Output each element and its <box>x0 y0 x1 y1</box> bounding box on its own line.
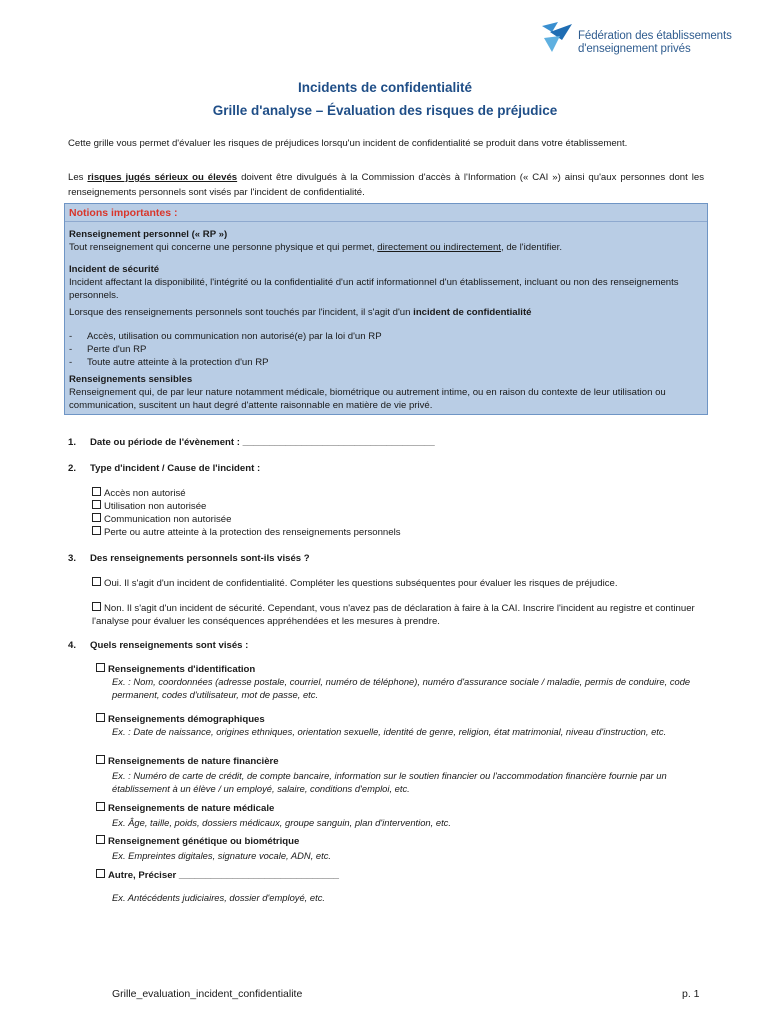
answer-non[interactable]: Non. Il s'agit d'un incident de sécurité. Cependant, vous n'avez pas de déclaration à faire à la CAI. Inscrire l'incident au registre et continuer l'analyse pour évaluer les conséquences appréhendées et les mesures à prendre. <box>92 603 695 627</box>
sensibles-definition: Renseignement qui, de par leur nature notamment médicale, biométrique ou autrement intime, ou en raison du contexte de leur utilisation ou communication, suscitent un haut degré d'attente raisonnable en matière de vie privé. <box>69 387 666 411</box>
notions-heading: Notions importantes : <box>69 207 178 219</box>
federation-logo <box>538 18 748 58</box>
incident-title: Incident de sécurité <box>69 264 160 275</box>
bullet-item: - Perte d'un RP <box>69 344 147 355</box>
intro-paragraph-1: Cette grille vous permet d'évaluer les risques de préjudices lorsqu'un incident de confidentialité se produit dans votre établissement. <box>68 138 628 149</box>
category-genetique[interactable]: Renseignement génétique ou biométrique <box>96 835 299 847</box>
option-utilisation-non-autorisee[interactable]: Utilisation non autorisée <box>92 500 206 513</box>
checkbox-icon[interactable] <box>92 526 101 535</box>
box-divider <box>65 221 707 222</box>
page-number: p. 1 <box>682 988 700 1000</box>
category-example: Ex. Âge, taille, poids, dossiers médicaux, groupe sanguin, plan d'intervention, etc. <box>112 817 451 828</box>
option-communication-non-autorisee[interactable]: Communication non autorisée <box>92 513 231 526</box>
category-autre[interactable]: Autre, Préciser ______________________________ <box>96 869 339 881</box>
document-title: Incidents de confidentialité <box>297 80 473 95</box>
rp-title: Renseignement personnel (« RP ») <box>69 229 228 240</box>
checkbox-icon[interactable] <box>92 487 101 496</box>
checkbox-icon[interactable] <box>96 869 105 878</box>
federation-logo-icon <box>538 18 576 56</box>
incident-definition: Incident affectant la disponibilité, l'intégrité ou la confidentialité d'un actif informationnel d'un établissement, incluant ou non des renseignements personnels. <box>69 277 679 301</box>
category-example: Ex. Antécédents judiciaires, dossier d'employé, etc. <box>112 892 326 903</box>
category-example: Ex. : Date de naissance, origines ethniques, orientation sexuelle, identité de genre, religion, état matrimonial, niveau d'instruction, etc. <box>112 726 667 737</box>
footer-filename: Grille_evaluation_incident_confidentialite <box>112 988 303 1000</box>
question-1: 1. Date ou période de l'évènement : ____________________________________ <box>68 437 435 448</box>
intro-paragraph-2: Les risques jugés sérieux ou élevés doivent être divulgués à la Commission d'accès à l'Information (« CAI ») ainsi qu'aux personnes dont les renseignements personnels sont visés par l'incident de confidentialité. <box>68 172 705 198</box>
category-identification[interactable]: Renseignements d'identification <box>96 663 255 675</box>
bullet-item: - Toute autre atteinte à la protection d'un RP <box>69 357 269 368</box>
category-example: Ex. : Numéro de carte de crédit, de compte bancaire, information sur le soutien financier ou l'accommodation financière fournie par un établissement à un élève / un employé, salaire, conditions d'emploi, etc. <box>112 770 667 794</box>
checkbox-icon[interactable] <box>92 577 101 586</box>
question-3: 3. Des renseignements personnels sont-ils visés ? <box>68 553 310 564</box>
checkbox-icon[interactable] <box>96 802 105 811</box>
checkbox-icon[interactable] <box>92 513 101 522</box>
checkbox-icon[interactable] <box>96 755 105 764</box>
checkbox-icon[interactable] <box>96 713 105 722</box>
logo-line-1: Fédération des établissements <box>578 30 732 42</box>
checkbox-icon[interactable] <box>96 835 105 844</box>
logo-line-2: d'enseignement privés <box>578 43 691 55</box>
incident-note: Lorsque des renseignements personnels sont touchés par l'incident, il s'agit d'un incident de confidentialité <box>69 307 532 318</box>
question-2: 2. Type d'incident / Cause de l'incident : <box>68 463 261 474</box>
category-example: Ex. Empreintes digitales, signature vocale, ADN, etc. <box>112 850 332 861</box>
category-example: Ex. : Nom, coordonnées (adresse postale, courriel, numéro de téléphone), numéro d'assurance sociale / maladie, permis de conduire, code permanent, codes d'utilisateur, mot de passe, etc. <box>112 676 691 700</box>
option-perte[interactable]: Perte ou autre atteinte à la protection des renseignements personnels <box>92 526 401 539</box>
option-acces-non-autorise[interactable]: Accès non autorisé <box>92 487 186 500</box>
bullet-item: - Accès, utilisation ou communication non autorisé(e) par la loi d'un RP <box>69 331 382 342</box>
document-subtitle: Grille d'analyse – Évaluation des risques de préjudice <box>212 103 558 118</box>
sensibles-title: Renseignements sensibles <box>69 374 193 385</box>
category-medicale[interactable]: Renseignements de nature médicale <box>96 802 274 814</box>
checkbox-icon[interactable] <box>92 500 101 509</box>
rp-definition: Tout renseignement qui concerne une personne physique et qui permet, directement ou indirectement, de l'identifier. <box>69 242 563 253</box>
answer-oui[interactable]: Oui. Il s'agit d'un incident de confidentialité. Compléter les questions subséquentes pour évaluer les risques de préjudice. <box>92 577 704 590</box>
category-financiere[interactable]: Renseignements de nature financière <box>96 755 279 767</box>
risk-emphasis: risques jugés sérieux ou élevés <box>87 172 238 183</box>
checkbox-icon[interactable] <box>96 663 105 672</box>
category-demographiques[interactable]: Renseignements démographiques <box>96 713 265 725</box>
checkbox-icon[interactable] <box>92 602 101 611</box>
notions-importantes-box <box>64 203 708 415</box>
question-4: 4. Quels renseignements sont visés : <box>68 640 249 651</box>
